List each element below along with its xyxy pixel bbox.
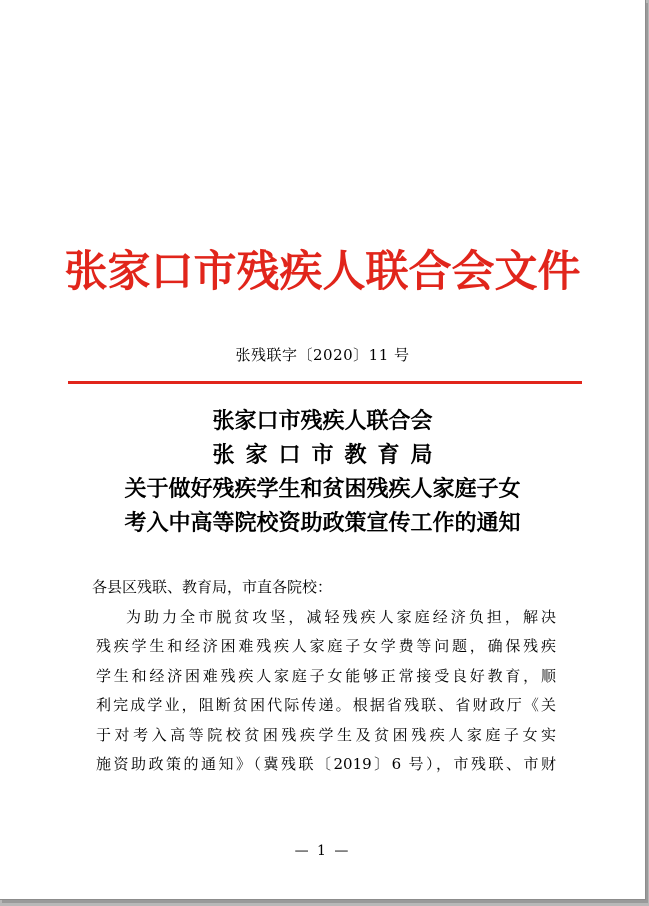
body-line: 学生和经济困难残疾人家庭子女能够正常接受良好教育，顺 xyxy=(96,666,556,685)
body-line: 残疾学生和经济困难残疾人家庭子女学费等问题，确保残疾 xyxy=(96,637,556,656)
document-header-title: 张家口市残疾人联合会文件 xyxy=(64,247,581,297)
body-line: 施资助政策的通知》（冀残联〔2019〕6 号），市残联、市财 xyxy=(96,755,556,774)
document-number: 张残联字〔2020〕11 号 xyxy=(235,346,410,364)
salutation: 各县区残联、教育局，市直各院校： xyxy=(92,578,333,596)
red-divider-line xyxy=(68,381,582,384)
body-line: 于对考入高等院校贫困残疾学生及贫困残疾人家庭子女实 xyxy=(96,725,556,744)
body-line: 利完成学业，阻断贫困代际传递。根据省残联、省财政厅《关 xyxy=(96,696,556,715)
notice-title-issuer-2: 张家口市教育局 xyxy=(212,442,444,468)
body-paragraph xyxy=(96,603,556,779)
page-number: — 1 — xyxy=(294,843,351,859)
notice-title-subject-2: 考入中高等院校资助政策宣传工作的通知 xyxy=(124,510,521,536)
notice-title-subject-1: 关于做好残疾学生和贫困残疾人家庭子女 xyxy=(124,476,521,502)
body-line: 为助力全市脱贫攻坚，减轻残疾人家庭经济负担，解决 xyxy=(126,608,556,626)
notice-title-issuer-1: 张家口市残疾人联合会 xyxy=(212,408,433,434)
notice-title xyxy=(0,404,645,540)
